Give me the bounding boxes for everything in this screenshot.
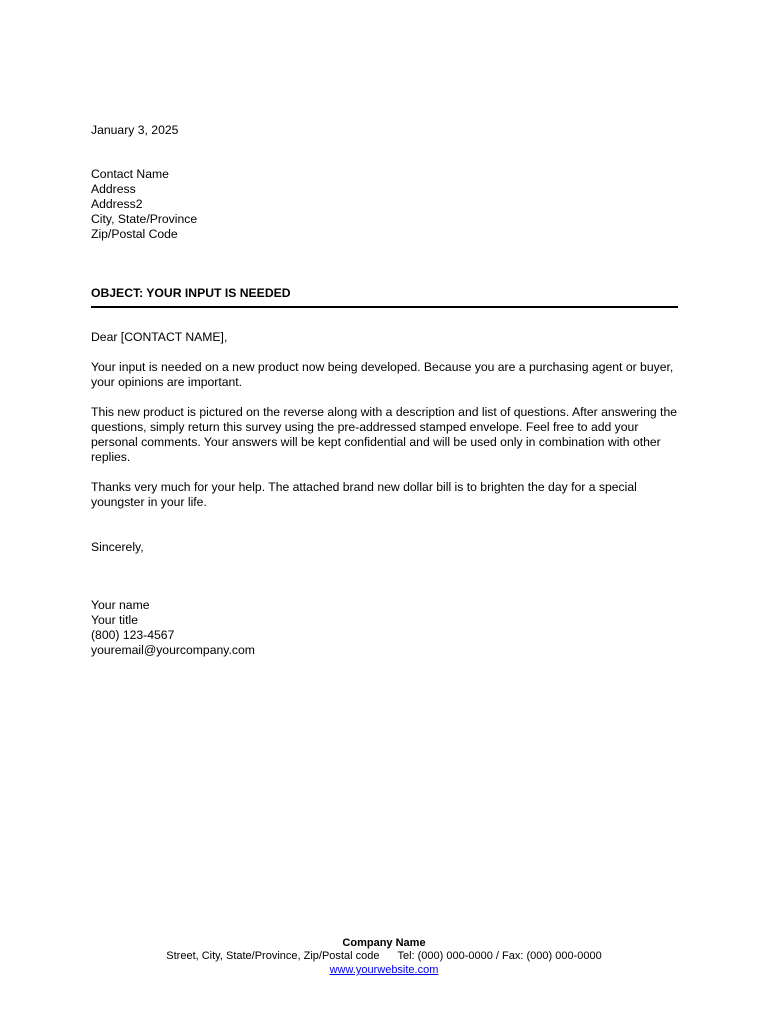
date-text: January 3, 2025	[91, 123, 179, 137]
recipient-address	[91, 167, 681, 242]
footer-company-name: Company Name	[342, 937, 426, 949]
recipient-zip: Zip/Postal Code	[91, 227, 178, 241]
recipient-city-state: City, State/Province	[91, 212, 198, 226]
body-paragraph-1: Your input is needed on a new product now being developed. Because you are a purchasing agent or buyer, your opinions are important.	[91, 360, 674, 389]
signature-phone: (800) 123-4567	[91, 628, 175, 642]
signature-title: Your title	[91, 613, 138, 627]
subject-text: OBJECT: YOUR INPUT IS NEEDED	[91, 286, 291, 300]
footer-website	[0, 964, 768, 978]
footer-address-line	[0, 950, 768, 964]
letter-date	[91, 123, 681, 138]
closing	[91, 540, 681, 555]
subject-line	[91, 286, 678, 308]
greeting-text: Dear [CONTACT NAME],	[91, 330, 228, 344]
body-paragraph-3: Thanks very much for your help. The attached brand new dollar bill is to brighten the day for a special youngster in your life.	[91, 480, 637, 509]
recipient-address-line-2: Address2	[91, 197, 143, 211]
signature-email: youremail@yourcompany.com	[91, 643, 255, 657]
greeting	[91, 330, 681, 345]
footer-contact: Tel: (000) 000-0000 / Fax: (000) 000-0000	[397, 950, 602, 962]
website-link[interactable]: www.yourwebsite.com	[329, 964, 439, 976]
recipient-name: Contact Name	[91, 167, 169, 181]
recipient-address-line-1: Address	[91, 182, 136, 196]
signature-block	[91, 598, 681, 658]
body-paragraph-2: This new product is pictured on the reverse along with a description and list of questions. After answering the questions, simply return this survey using the pre-addressed stamped envelope. Feel free to add your personal comments. Your answers will be kept confidential and will be used only in combination with other replies.	[91, 405, 677, 464]
closing-text: Sincerely,	[91, 540, 144, 554]
signature-name: Your name	[91, 598, 150, 612]
footer-address: Street, City, State/Province, Zip/Postal code	[166, 950, 380, 962]
